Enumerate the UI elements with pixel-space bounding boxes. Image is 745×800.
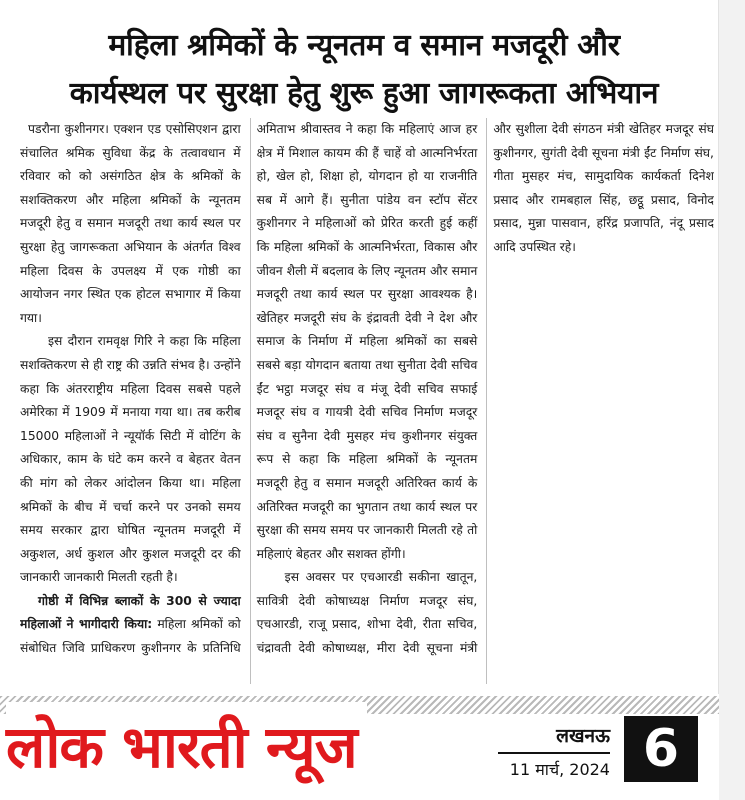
headline-line-2: कार्यस्थल पर सुरक्षा हेतु शुरू हुआ जागरूकता अभियान <box>69 76 659 111</box>
article-body <box>20 118 714 684</box>
date-divider <box>498 752 610 754</box>
edition-city: लखनऊ <box>506 722 610 748</box>
page-edge-strip <box>718 0 745 800</box>
article-paragraph-intro: पडरौना कुशीनगर। एक्शन एड एसोसिएशन द्वारा संचालित श्रमिक सुविधा केंद्र के तत्वावधान में रविवार को को असंगठित क्षेत्र के श्रमिकों के सशक्तिकरण और महिला श्रमिकों के न्यूनतम मजदूरी हेतु व समान मजदूरी तथा कार्य स्थल पर सुरक्षा हेतु जागरूकता अभियान के अंतर्गत विश्व महिला दिवस के उपलक्ष्य में एक गोष्ठी का आयोजन नगर स्थित एक होटल सभागार में किया गया। <box>20 122 241 325</box>
edition-date: 11 मार्च, 2024 <box>509 760 610 779</box>
article-paragraph-attendees: इस अवसर पर एचआरडी सकीना खातून, सावित्री देवी कोषाध्यक्ष निर्माण मजदूर संघ, एचआरडी, राजू प्रसाद, शोभा देवी, रीता सचिव, चंद्रावती देवी कोषाध्यक्ष, मीरा देवी सूचना मंत्री और सुशीला देवी संगठन मंत्री खेतिहर मजदूर संघ कुशीनगर, सुगंती देवी सूचना मंत्री ईंट निर्माण संघ, गीता मुसहर मंच, सामुदायिक कार्यकर्ता दिनेश प्रसाद और रामबहाल सिंह, छट्ठू प्रसाद, विनोद प्रसाद, मुन्ना पासवान, हरिंद्र प्रजापति, नंदू प्रसाद आदि उपस्थित रहे। <box>256 122 714 656</box>
headline <box>14 22 714 118</box>
article-paragraph-speech: इस दौरान रामवृक्ष गिरि ने कहा कि महिला सशक्तिकरण से ही राष्ट्र की उन्नति संभव है। उन्होंने कहा कि अंतरराष्ट्रीय महिला दिवस सबसे पहले अमेरिका में 1909 में मनाया गया था। तब करीब 15000 महिलाओं ने न्यूयॉर्क सिटी में वोटिंग के अधिकार, काम के घंटे कम करने व बेहतर वेतन की मांग को लेकर आंदोलन किया था। महिला श्रमिकों के बीच में चर्चा करने पर उनको समय समय सरकार द्वारा घोषित न्यूनतम मजदूरी में अकुशल, अर्ध कुशल और कुशल मजदूरी दर की जानकारी जानकारी मिलती रहती है। <box>20 334 241 585</box>
article-paragraph-speakers: महिला श्रमिकों को संबोधित जिवि प्राधिकरण कुशीनगर के प्रतिनिधि अमिताभ श्रीवास्तव ने कहा कि महिलाएं आज हर क्षेत्र में मिशाल कायम की हैं चाहें वो आत्मनिर्भरता हो, खेल हो, शिक्षा हो, योगदान हो या राजनीति सब में आगे हैं। सुनीता पांडेय वन स्टॉप सेंटर कुशीनगर ने महिलाओं को प्रेरित करती हुई कहीं कि महिला श्रमिकों के आत्मनिर्भरता, विकास और जीवन शैली में बदलाव के लिए न्यूनतम और समान मजदूरी तथा कार्य स्थल पर सुरक्षा आवश्यक है। खेतिहर मजदूरी संघ के इंद्रावती देवी ने देश और समाज के निर्माण में महिला श्रमिकों का सबसे सबसे बड़ा योगदान बताया तथा सुनीता देवी सचिव ईंट भट्ठा मजदूर संघ व मंजू देवी सचिव सफाई मजदूर संघ व गायत्री देवी सचिव निर्माण मजदूर संघ व सुनैना देवी मुसहर मंच कुशीनगर संयुक्त रूप से कहा कि महिला श्रमिकों के न्यूनतम मजदूरी हेतु व समान मजदूरी अतिरिक्त कार्य के अतिरिक्त मजदूरी का भुगतान तथा कार्य स्थल पर सुरक्षा की समय समय पर जानकारी मिलती रहे तो महिलाएं बेहतर और सशक्त होंगी। <box>20 122 478 656</box>
page-number-badge: 6 <box>624 716 698 782</box>
newspaper-masthead: लोक भारती न्यूज <box>6 702 367 792</box>
article-subheading: गोष्ठी में विभिन्न ब्लाकों के 300 से ज्यादा महिलाओं ने भागीदारी किया: <box>20 593 241 632</box>
headline-line-1: महिला श्रमिकों के न्यूनतम व समान मजदूरी और <box>108 28 620 63</box>
